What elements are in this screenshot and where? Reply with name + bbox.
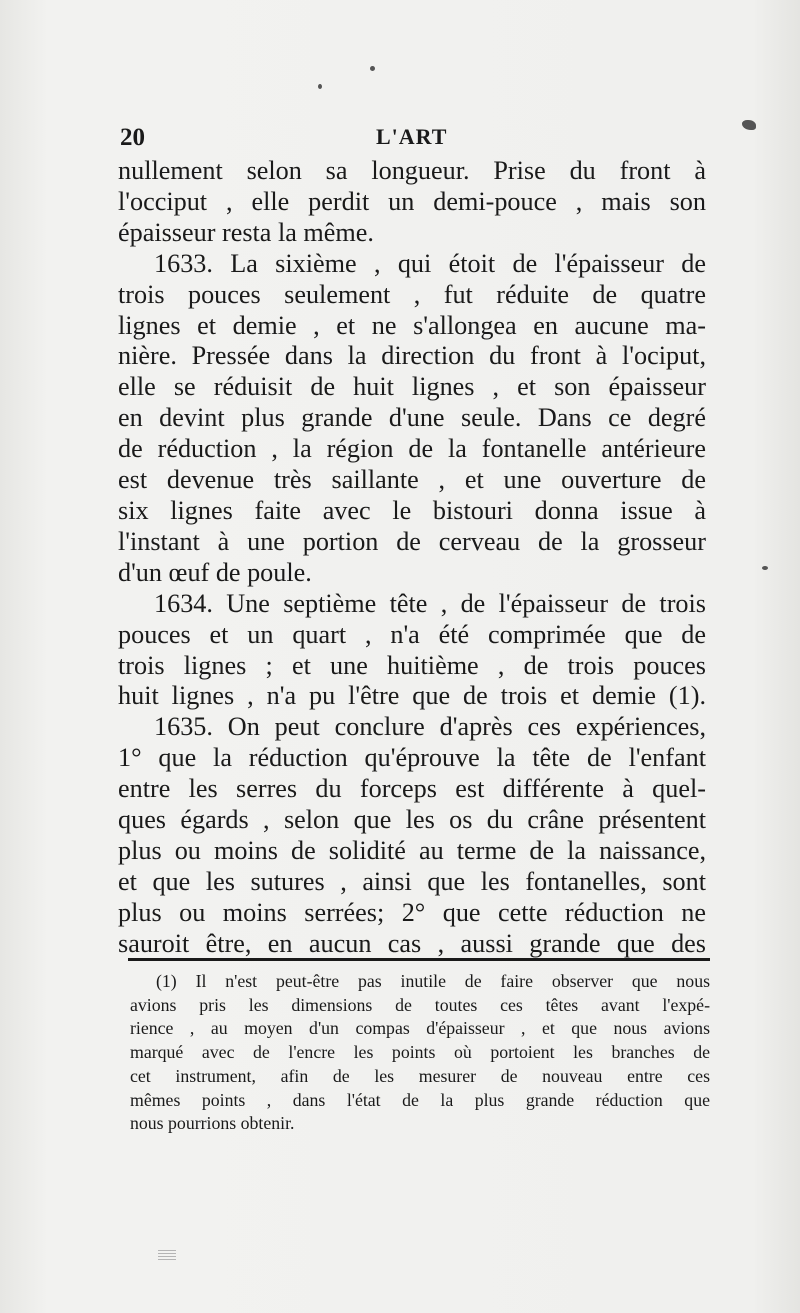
footnote-line: rience , au moyen d'un compas d'épaisseur , et que nous avions <box>130 1018 710 1039</box>
footnote-divider <box>128 958 710 961</box>
footnote-line: avions pris les dimensions de toutes ces têtes avant l'expé- <box>130 994 710 1015</box>
footnote-line: cet instrument, afin de les mesurer de nouveau entre ces <box>130 1065 710 1086</box>
ink-speck <box>318 84 322 89</box>
text-line: de réduction , la région de la fontanelle antérieure <box>118 434 706 464</box>
paragraph-1635-start: 1635. On peut conclure d'après ces expériences, <box>154 712 706 742</box>
text-line: huit lignes , n'a pu l'être que de trois et demie (1). <box>118 681 706 711</box>
body-text <box>118 156 706 960</box>
text-line: pouces et un quart , n'a été comprimée que de <box>118 619 706 649</box>
footnote-line: mêmes points , dans l'état de la plus grande réduction que <box>130 1089 710 1110</box>
text-line: entre les serres du forceps est différente à quel- <box>118 774 706 804</box>
ink-speck <box>370 66 375 71</box>
running-head: L'ART <box>376 124 448 149</box>
text-line: trois pouces seulement , fut réduite de quatre <box>118 279 706 309</box>
footnote-line: marqué avec de l'encre les points où portoient les branches de <box>130 1042 710 1063</box>
text-line: épaisseur resta la même. <box>118 217 374 247</box>
text-line: plus ou moins serrées; 2° que cette réduction ne <box>118 897 706 927</box>
ink-speck <box>762 566 768 570</box>
ink-speck <box>742 120 756 130</box>
text-line: est devenue très saillante , et une ouverture de <box>118 465 706 495</box>
text-line: nullement selon sa longueur. Prise du front à <box>118 156 706 185</box>
footnote-line: nous pourrions obtenir. <box>130 1113 295 1134</box>
text-line: nière. Pressée dans la direction du front à l'ociput, <box>118 341 706 371</box>
text-line: lignes et demie , et ne s'allongea en aucune ma- <box>118 310 706 340</box>
text-line: six lignes faite avec le bistouri donna issue à <box>118 495 706 525</box>
paragraph-1633-start: 1633. La sixième , qui étoit de l'épaisseur de <box>154 248 706 278</box>
text-line: et que les sutures , ainsi que les fontanelles, sont <box>118 866 706 896</box>
paragraph-1634-start: 1634. Une septième tête , de l'épaisseur de trois <box>154 588 706 618</box>
footnote <box>130 970 710 1136</box>
text-line: sauroit être, en aucun cas , aussi grande que des <box>118 928 706 958</box>
text-line: d'un œuf de poule. <box>118 557 312 587</box>
text-line: en devint plus grande d'une seule. Dans ce degré <box>118 403 706 433</box>
text-line: plus ou moins de solidité au terme de la naissance, <box>118 835 706 865</box>
text-line: elle se réduisit de huit lignes , et son épaisseur <box>118 372 706 402</box>
page-header <box>120 124 710 158</box>
text-line: l'occiput , elle perdit un demi-pouce , mais son <box>118 186 706 216</box>
text-line: l'instant à une portion de cerveau de la grosseur <box>118 526 706 556</box>
text-line: trois lignes ; et une huitième , de trois pouces <box>118 650 706 680</box>
text-line: 1° que la réduction qu'éprouve la tête de l'enfant <box>118 743 706 773</box>
text-line: ques égards , selon que les os du crâne présentent <box>118 805 706 835</box>
footnote-line: (1) Il n'est peut-être pas inutile de faire observer que nous <box>156 971 710 991</box>
page-number: 20 <box>120 124 145 151</box>
library-stamp-mark <box>158 1250 176 1260</box>
